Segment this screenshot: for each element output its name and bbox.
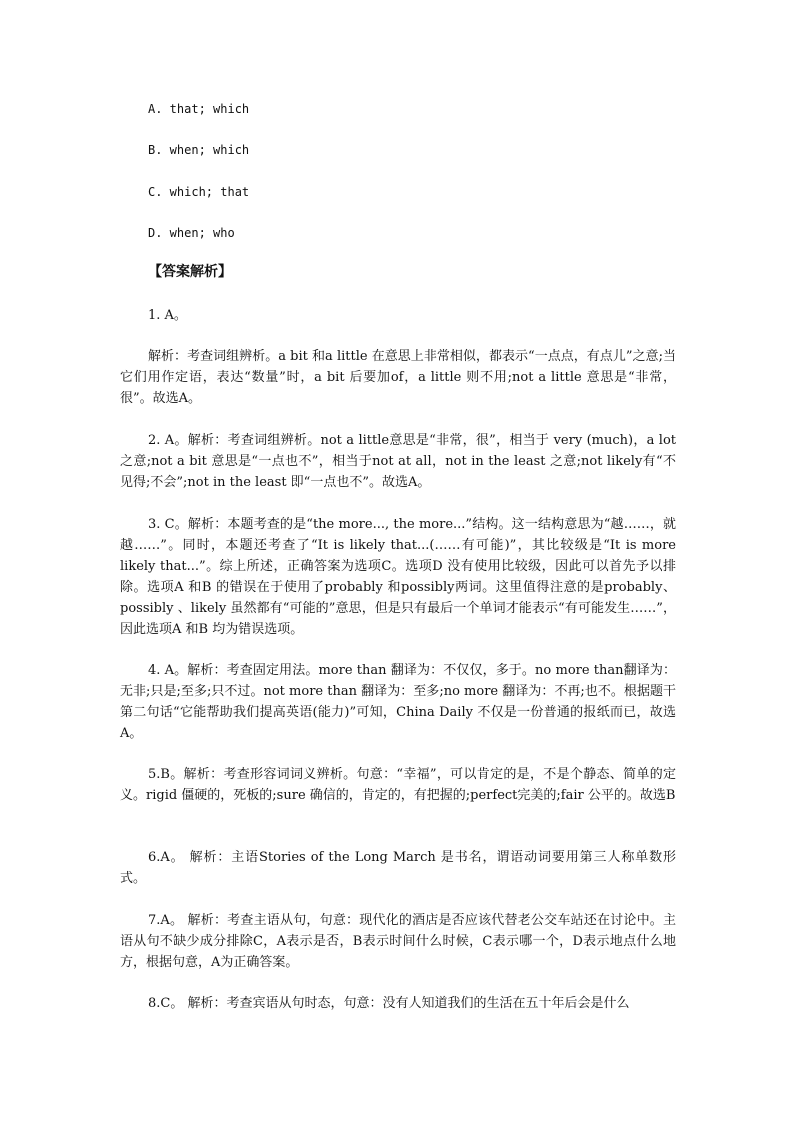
option-a: A. that; which xyxy=(148,102,250,116)
answer-5: 5.B。解析：考查形容词词义辨析。句意：“幸福”，可以肯定的是，不是个静态、简单的定义。rigid 僵硬的，死板的;sure 确信的，肯定的，有把握的;perfect完美的;fair 公平的。故选B xyxy=(120,767,676,803)
answer-2: 2. A。解析：考查词组辨析。not a little意思是“非常，很”，相当于 very (much)，a lot 之意;not a bit 意思是“一点也不”，相当于not at all，not in the least 之意;not likely有“不见得;不会”;not in the least 即“一点也不”。故选A。 xyxy=(120,433,676,490)
option-c: C. which; that xyxy=(148,185,250,199)
option-d: D. when; who xyxy=(148,226,235,240)
answers-heading: 【答案解析】 xyxy=(148,264,232,280)
option-b: B. when; which xyxy=(148,143,250,157)
answer-7: 7.A。 解析：考查主语从句，句意：现代化的酒店是否应该代替老公交车站还在讨论中。主语从句不缺少成分排除C，A表示是否，B表示时间什么时候，C表示哪一个，D表示地点什么地方，根据句意，A为正确答案。 xyxy=(120,913,676,970)
answer-6: 6.A。 解析：主语Stories of the Long March 是书名，谓语动词要用第三人称单数形式。 xyxy=(120,850,676,886)
answer-3: 3. C。解析：本题考查的是“the more..., the more...”结构。这一结构意思为“越……，就越……”。同时，本题还考查了“It is likely that...(……有可能)”，其比较级是“It is more likely that...”。综上所述，正确答案为选项C。选项D 没有使用比较级，因此可以首先予以排除。选项A 和B 的错误在于使用了probably 和possibly两词。这里值得注意的是probably、 possibly 、likely 虽然都有“可能的”意思，但是只有最后一个单词才能表示“有可能发生……”，因此选项A 和B 均为错误选项。 xyxy=(120,517,676,637)
answer-1: 1. A。 xyxy=(148,308,187,323)
answer-1-explanation: 解析：考查词组辨析。a bit 和a little 在意思上非常相似，都表示“一点点，有点儿”之意;当它们用作定语，表达“数量”时，a bit 后要加of，a little 则不用;not a little 意思是“非常，很”。故选A。 xyxy=(120,349,676,406)
answer-8: 8.C。 解析：考查宾语从句时态，句意：没有人知道我们的生活在五十年后会是什么 xyxy=(148,996,630,1011)
answer-4: 4. A。解析：考查固定用法。more than 翻译为：不仅仅，多于。no more than翻译为：无非;只是;至多;只不过。not more than 翻译为：至多;no more 翻译为：不再;也不。根据题干第二句话“它能帮助我们提高英语(能力)”可知，China Daily 不仅是一份普通的报纸而已，故选A。 xyxy=(120,663,676,741)
